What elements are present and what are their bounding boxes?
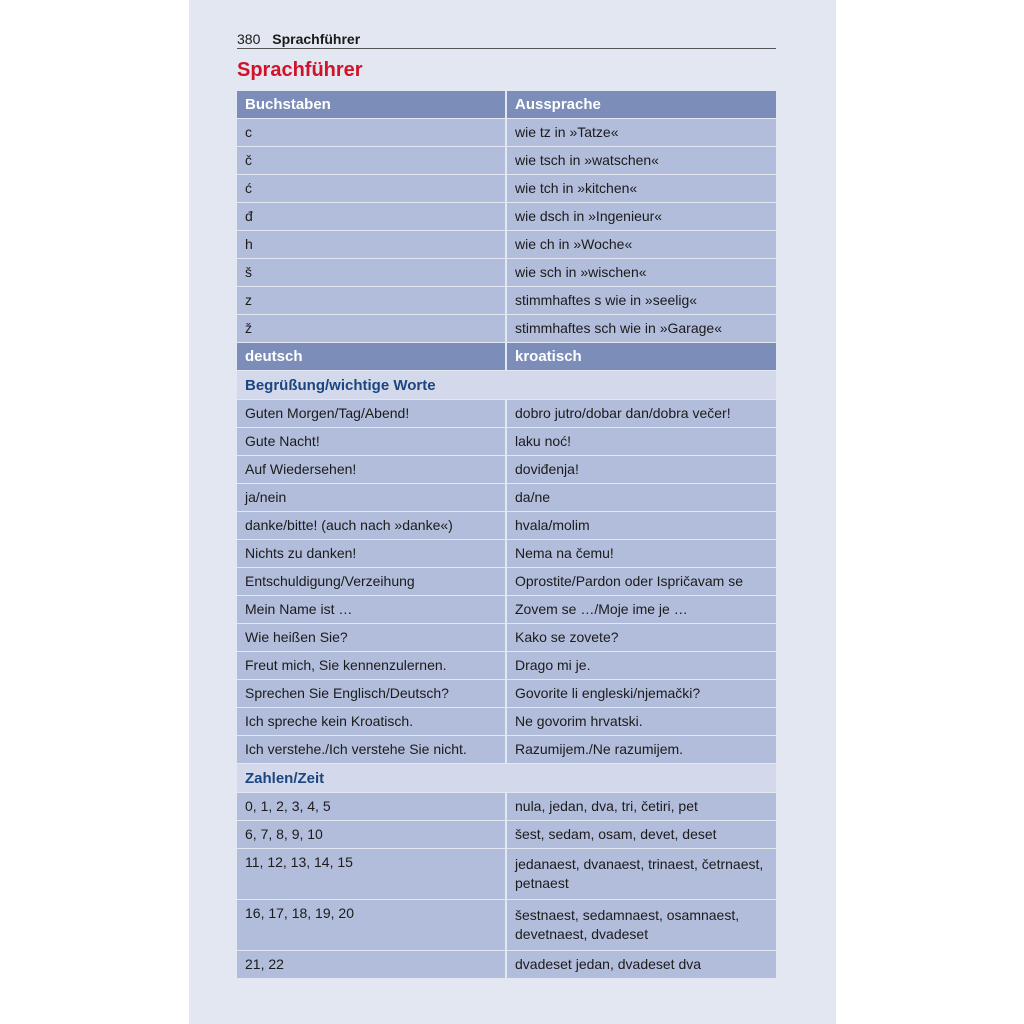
section-header-row xyxy=(237,371,776,400)
croatian-cell: dobro jutro/dobar dan/dobra večer! xyxy=(506,400,776,428)
german-cell: 6, 7, 8, 9, 10 xyxy=(237,821,506,849)
croatian-cell: doviđenja! xyxy=(506,456,776,484)
page-title: Sprachführer xyxy=(237,59,363,81)
german-cell: Mein Name ist … xyxy=(237,596,506,624)
pronunciation-row xyxy=(237,203,776,231)
german-cell: Nichts zu danken! xyxy=(237,540,506,568)
running-title: Sprachführer xyxy=(272,31,361,47)
phrasebook-table xyxy=(237,91,776,978)
vocab-row xyxy=(237,624,776,652)
pronunciation-cell: wie tsch in »watschen« xyxy=(506,147,776,175)
croatian-cell: Razumijem./Ne razumijem. xyxy=(506,736,776,764)
croatian-cell: šestnaest, sedamnaest, osamnaest, devetnaest, dvadeset xyxy=(506,900,776,951)
vocab-row xyxy=(237,951,776,979)
croatian-cell: Drago mi je. xyxy=(506,652,776,680)
pronunciation-row xyxy=(237,175,776,203)
german-cell: Entschuldigung/Verzeihung xyxy=(237,568,506,596)
croatian-cell: Ne govorim hrvatski. xyxy=(506,708,776,736)
vocab-row xyxy=(237,540,776,568)
letter-cell: š xyxy=(237,259,506,287)
german-cell: Gute Nacht! xyxy=(237,428,506,456)
german-cell: Freut mich, Sie kennenzulernen. xyxy=(237,652,506,680)
croatian-cell: jedanaest, dvanaest, trinaest, četrnaest, petnaest xyxy=(506,849,776,900)
croatian-cell: laku noć! xyxy=(506,428,776,456)
vocab-row xyxy=(237,484,776,512)
vocab-row xyxy=(237,708,776,736)
letter-cell: ž xyxy=(237,315,506,343)
vocab-row xyxy=(237,456,776,484)
croatian-cell: Oprostite/Pardon oder Ispričavam se xyxy=(506,568,776,596)
section-heading-greetings: Begrüßung/wichtige Worte xyxy=(237,371,776,400)
german-cell: 16, 17, 18, 19, 20 xyxy=(237,900,506,951)
german-cell: Guten Morgen/Tag/Abend! xyxy=(237,400,506,428)
column-header-aussprache: Aussprache xyxy=(506,91,776,119)
vocab-row xyxy=(237,428,776,456)
croatian-cell: Kako se zovete? xyxy=(506,624,776,652)
column-header-buchstaben: Buchstaben xyxy=(237,91,506,119)
pronunciation-row xyxy=(237,287,776,315)
pronunciation-cell: stimmhaftes s wie in »seelig« xyxy=(506,287,776,315)
letter-cell: h xyxy=(237,231,506,259)
vocab-row xyxy=(237,568,776,596)
german-cell: Ich spreche kein Kroatisch. xyxy=(237,708,506,736)
vocab-row xyxy=(237,652,776,680)
pronunciation-row xyxy=(237,147,776,175)
croatian-cell: Nema na čemu! xyxy=(506,540,776,568)
croatian-cell: dvadeset jedan, dvadeset dva xyxy=(506,951,776,979)
letter-cell: z xyxy=(237,287,506,315)
vocab-row xyxy=(237,849,776,900)
pronunciation-cell: wie ch in »Woche« xyxy=(506,231,776,259)
german-cell: Auf Wiedersehen! xyxy=(237,456,506,484)
vocab-header-row xyxy=(237,343,776,371)
pronunciation-row xyxy=(237,119,776,147)
croatian-cell: šest, sedam, osam, devet, deset xyxy=(506,821,776,849)
vocab-row xyxy=(237,400,776,428)
page-number: 380 xyxy=(237,31,261,47)
pronunciation-row xyxy=(237,259,776,287)
croatian-cell: da/ne xyxy=(506,484,776,512)
vocab-row xyxy=(237,596,776,624)
letter-cell: đ xyxy=(237,203,506,231)
german-cell: danke/bitte! (auch nach »danke«) xyxy=(237,512,506,540)
vocab-row xyxy=(237,512,776,540)
pronunciation-row xyxy=(237,315,776,343)
pronunciation-cell: wie sch in »wischen« xyxy=(506,259,776,287)
german-cell: 0, 1, 2, 3, 4, 5 xyxy=(237,793,506,821)
running-head xyxy=(237,30,776,49)
croatian-cell: nula, jedan, dva, tri, četiri, pet xyxy=(506,793,776,821)
vocab-row xyxy=(237,793,776,821)
vocab-row xyxy=(237,736,776,764)
german-cell: Wie heißen Sie? xyxy=(237,624,506,652)
section-heading-numbers: Zahlen/Zeit xyxy=(237,764,776,793)
pronunciation-cell: wie tch in »kitchen« xyxy=(506,175,776,203)
pronunciation-row xyxy=(237,231,776,259)
german-cell: 11, 12, 13, 14, 15 xyxy=(237,849,506,900)
letter-cell: č xyxy=(237,147,506,175)
croatian-cell: Govorite li engleski/njemački? xyxy=(506,680,776,708)
section-header-row xyxy=(237,764,776,793)
german-cell: Ich verstehe./Ich verstehe Sie nicht. xyxy=(237,736,506,764)
pronunciation-cell: wie dsch in »Ingenieur« xyxy=(506,203,776,231)
german-cell: Sprechen Sie Englisch/Deutsch? xyxy=(237,680,506,708)
vocab-row xyxy=(237,900,776,951)
pronunciation-cell: stimmhaftes sch wie in »Garage« xyxy=(506,315,776,343)
pronunciation-cell: wie tz in »Tatze« xyxy=(506,119,776,147)
german-cell: ja/nein xyxy=(237,484,506,512)
croatian-cell: hvala/molim xyxy=(506,512,776,540)
vocab-row xyxy=(237,680,776,708)
book-page xyxy=(189,0,836,1024)
column-header-kroatisch: kroatisch xyxy=(506,343,776,371)
letter-cell: ć xyxy=(237,175,506,203)
croatian-cell: Zovem se …/Moje ime je … xyxy=(506,596,776,624)
vocab-row xyxy=(237,821,776,849)
letter-cell: c xyxy=(237,119,506,147)
pronunciation-header-row xyxy=(237,91,776,119)
german-cell: 21, 22 xyxy=(237,951,506,979)
column-header-deutsch: deutsch xyxy=(237,343,506,371)
